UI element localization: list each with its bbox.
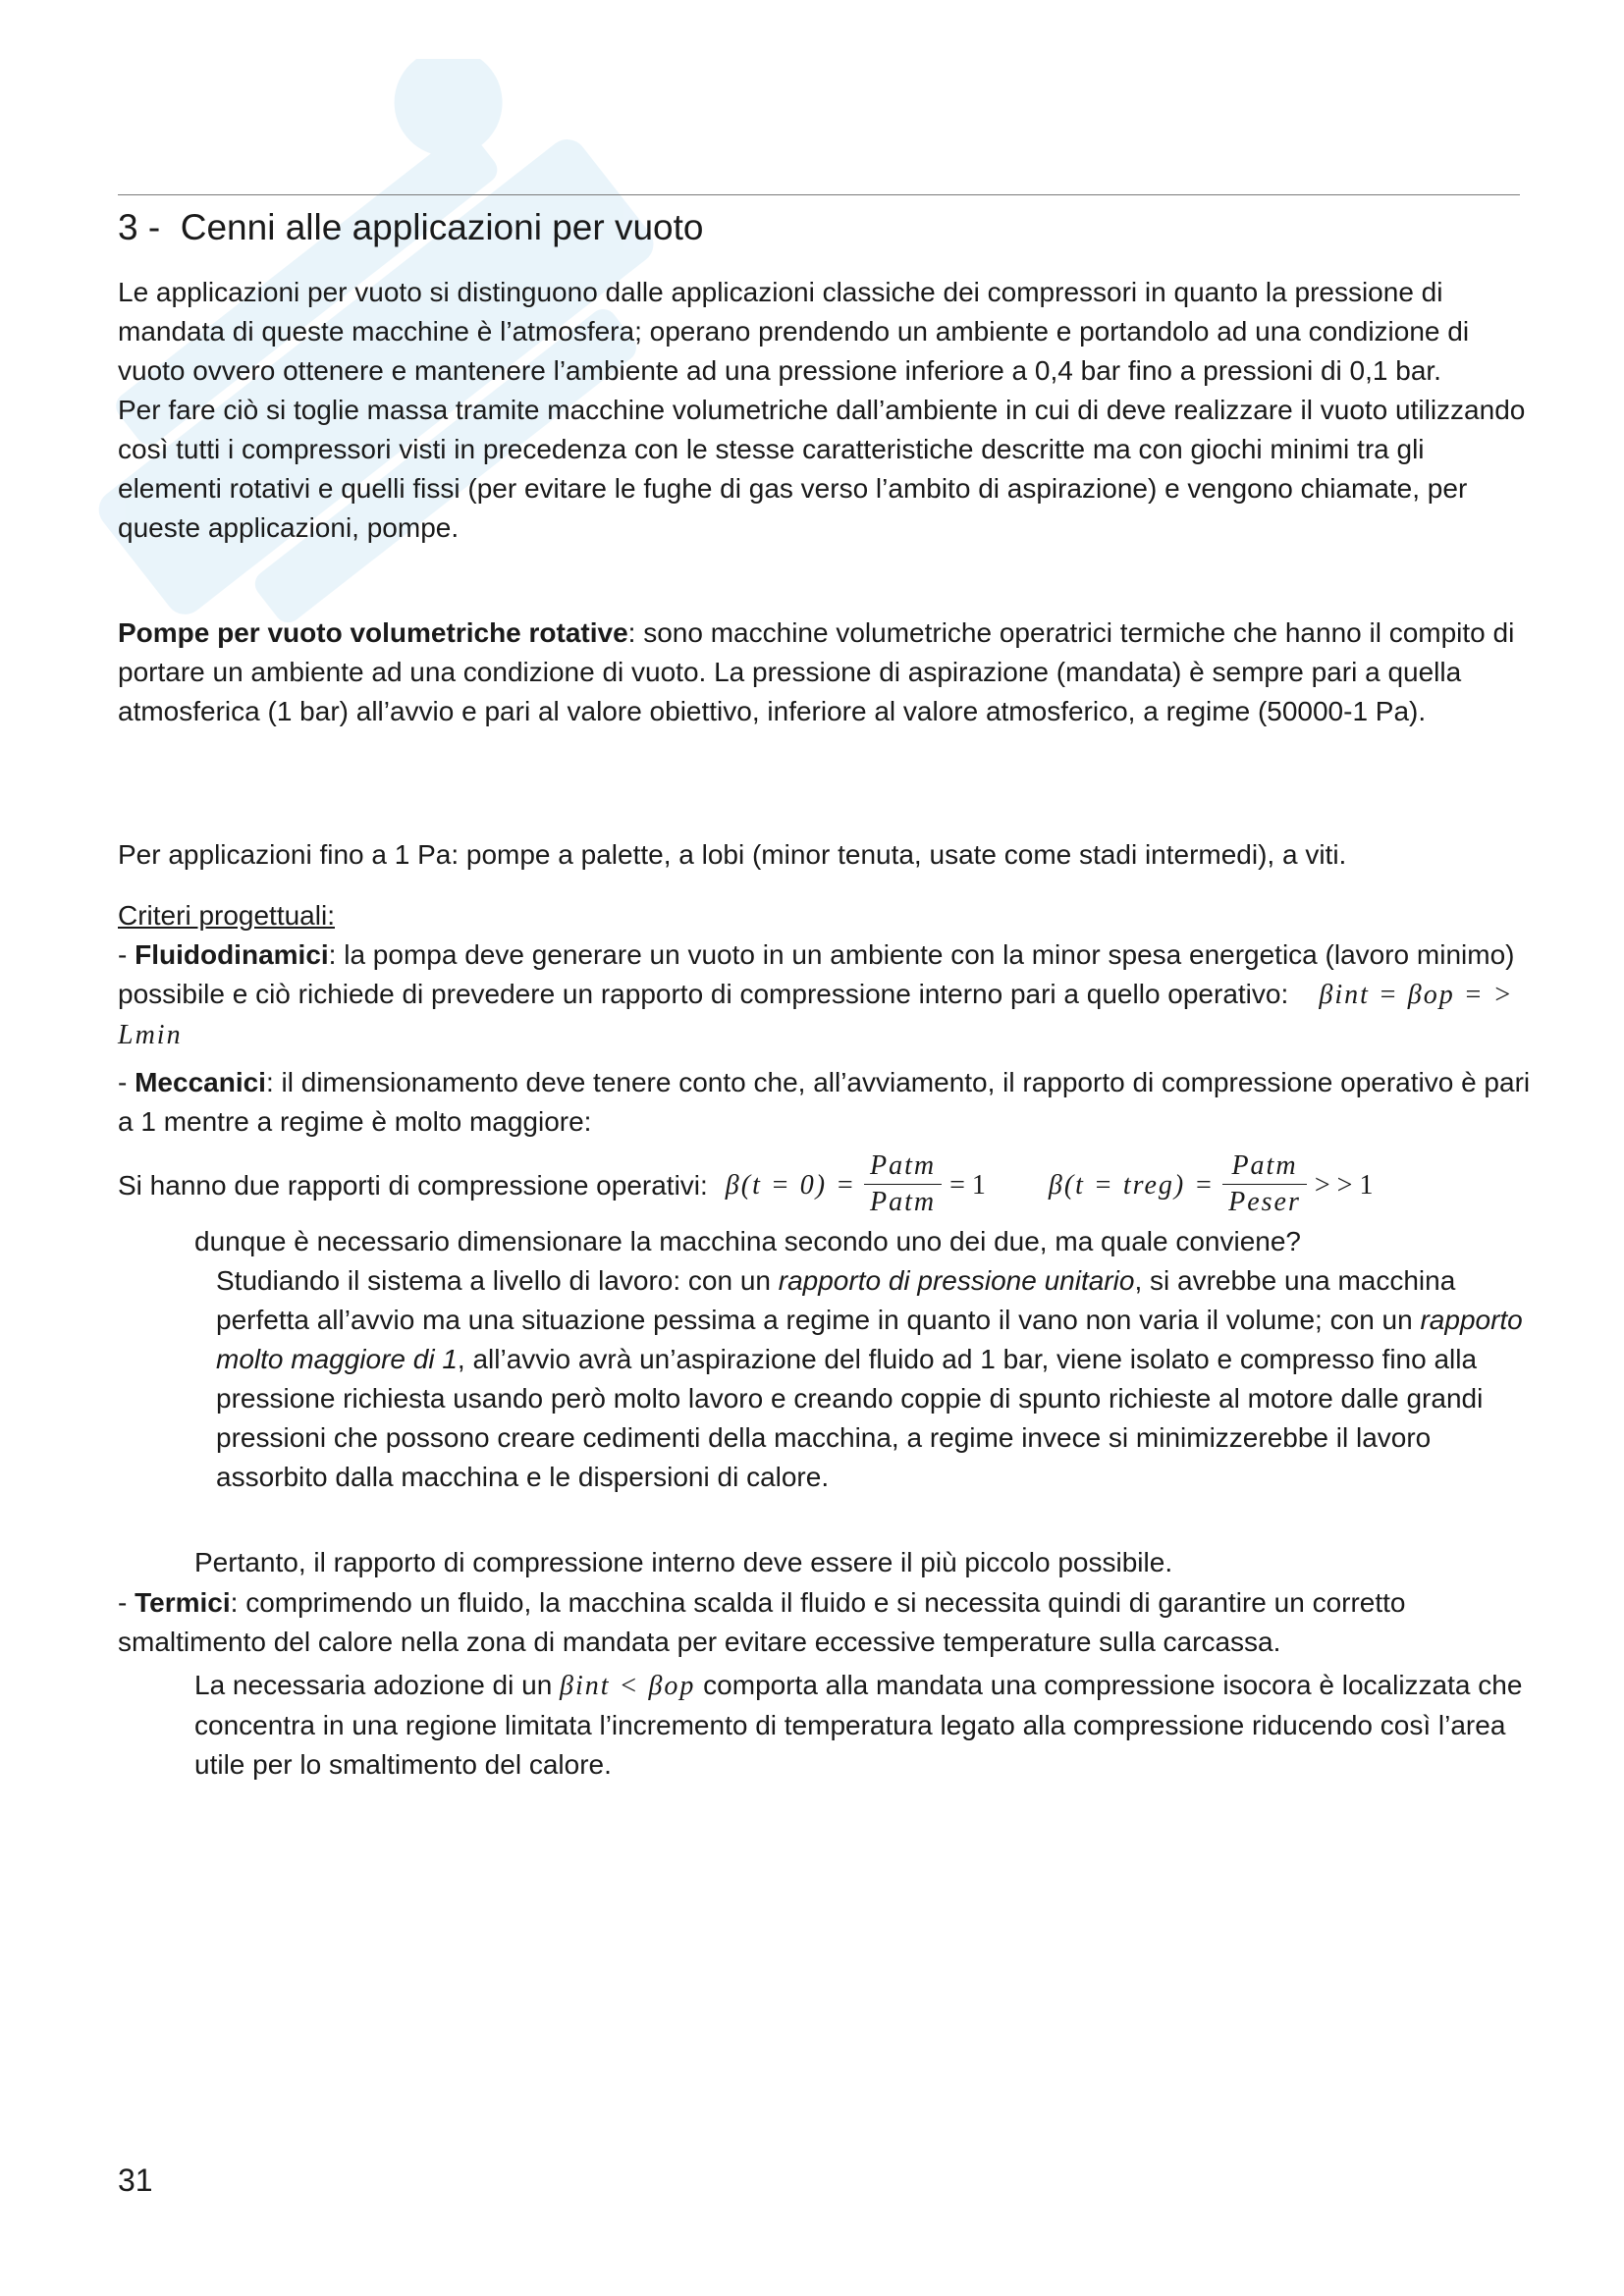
termici-dash: -: [118, 1587, 135, 1618]
header-rule: [118, 194, 1520, 195]
pompe-term: Pompe per vuoto volumetriche rotative: [118, 617, 628, 648]
eq2-numerator: Patm: [1222, 1148, 1307, 1185]
mecc-dash: -: [118, 1067, 135, 1097]
termici-term: Termici: [135, 1587, 231, 1618]
studio-paragraph: [216, 1261, 1532, 1497]
pertanto-paragraph: Pertanto, il rapporto di compressione interno deve essere il più piccolo possibile.: [194, 1547, 1173, 1577]
studio-italic-1: rapporto di pressione unitario: [778, 1265, 1135, 1296]
eq1-lhs: β(t = 0) =: [725, 1170, 856, 1201]
eq2-lhs: β(t = treg) =: [1048, 1170, 1216, 1201]
pompe-paragraph: [118, 614, 1532, 731]
eq1-fraction: [864, 1148, 942, 1220]
eq1-rhs: = 1: [949, 1170, 986, 1201]
fluido-text: : la pompa deve generare un vuoto in un ambiente con la minor spesa energetica (lavoro minimo) possibile e ciò richiede di prevedere un rapporto di compressione interno pari a quello operativo:: [118, 939, 1515, 1009]
eq1-numerator: Patm: [864, 1148, 942, 1185]
studio-c: , all’avvio avrà un’aspirazione del fluido ad 1 bar, viene isolato e compresso fino alla pressione richiesta usando però molto lavoro e creando coppie di spunto richieste al motore dalle grandi pressioni che possono creare cedimenti della macchina, a regime invece si minimizzerebbe il lavoro assorbito dalla macchina e le dispersioni di calore.: [216, 1344, 1484, 1492]
adozione-b: comporta alla mandata una compressione isocora è localizzata che concentra in una regione limitata l’incremento di temperatura legato alla compressione riducendo così l’area utile per lo smaltimento del calore.: [194, 1670, 1523, 1780]
eq2-denominator: Peser: [1228, 1186, 1301, 1217]
section-title: [118, 202, 703, 253]
equations-line: [118, 1142, 1373, 1230]
intro-text: Le applicazioni per vuoto si distinguono dalle applicazioni classiche dei compressori in quanto la pressione di mandata di queste macchine è l’atmosfera; operano prendendo un ambiente e portandolo ad una condizione di vuoto ovvero ottenere e mantenere l’ambiente ad una pressione inferiore a 0,4 bar fino a pressioni di 0,1 bar.: [118, 277, 1470, 386]
eq1-denominator: Patm: [869, 1186, 937, 1217]
adozione-paragraph: [194, 1666, 1532, 1785]
dunque-paragraph: dunque è necessario dimensionare la macchina secondo uno dei due, ma quale conviene?: [194, 1226, 1301, 1256]
adozione-formula: βint < βop: [560, 1671, 696, 1701]
page-number: 31: [118, 2163, 153, 2198]
pompe-text: : sono macchine volumetriche operatrici termiche che hanno il compito di portare un ambiente ad una condizione di vuoto. La pressione di aspirazione (mandata) è sempre pari a quella atmosferica (1 bar) all’avvio e pari al valore obiettivo, inferiore al valore atmosferico, a regime (50000-1 Pa).: [118, 617, 1515, 726]
adozione-a: La necessaria adozione di un: [194, 1670, 561, 1700]
applications-paragraph: Per applicazioni fino a 1 Pa: pompe a palette, a lobi (minor tenuta, usate come stadi intermedi), a viti.: [118, 839, 1347, 870]
studio-a: Studiando il sistema a livello di lavoro: con un: [216, 1265, 779, 1296]
meccanici-paragraph: [118, 1063, 1532, 1142]
studio-italic-2: rapporto molto maggiore di 1: [216, 1305, 1523, 1374]
eq2-rhs: > > 1: [1314, 1170, 1374, 1201]
fluido-paragraph: [118, 896, 1532, 1055]
termici-paragraph: [118, 1583, 1532, 1662]
intro-paragraph: [118, 273, 1532, 548]
intro-text-2: Per fare ciò si toglie massa tramite macchine volumetriche dall’ambiente in cui di deve realizzare il vuoto utilizzando così tutti i compressori visti in precedenza con le stesse caratteristiche descritte ma con giochi minimi tra gli elementi rotativi e quelli fissi (per evitare le fughe di gas verso l’ambito di aspirazione) e vengono chiamate, per queste applicazioni, pompe.: [118, 395, 1526, 543]
fluido-term: Fluidodinamici: [135, 939, 329, 970]
fluido-dash: -: [118, 939, 135, 970]
fluido-formula: βint = βop = > Lmin: [118, 980, 1514, 1050]
studio-b: , si avrebbe una macchina perfetta all’avvio ma una situazione pessima a regime in quanto il vano non varia il volume; con un: [216, 1265, 1456, 1335]
termici-text: : comprimendo un fluido, la macchina scalda il fluido e si necessita quindi di garantire un corretto smaltimento del calore nella zona di mandata per evitare eccessive temperature sulla carcassa.: [118, 1587, 1406, 1657]
eq2-fraction: [1222, 1148, 1307, 1220]
mecc-term: Meccanici: [135, 1067, 266, 1097]
criteri-heading: Criteri progettuali:: [118, 900, 335, 931]
section-number: 3 -: [118, 207, 161, 247]
rapporti-lead: Si hanno due rapporti di compressione operativi:: [118, 1170, 708, 1201]
section-title-text: Cenni alle applicazioni per vuoto: [180, 207, 704, 247]
mecc-text: : il dimensionamento deve tenere conto che, all’avviamento, il rapporto di compressione operativo è pari a 1 mentre a regime è molto maggiore:: [118, 1067, 1531, 1137]
